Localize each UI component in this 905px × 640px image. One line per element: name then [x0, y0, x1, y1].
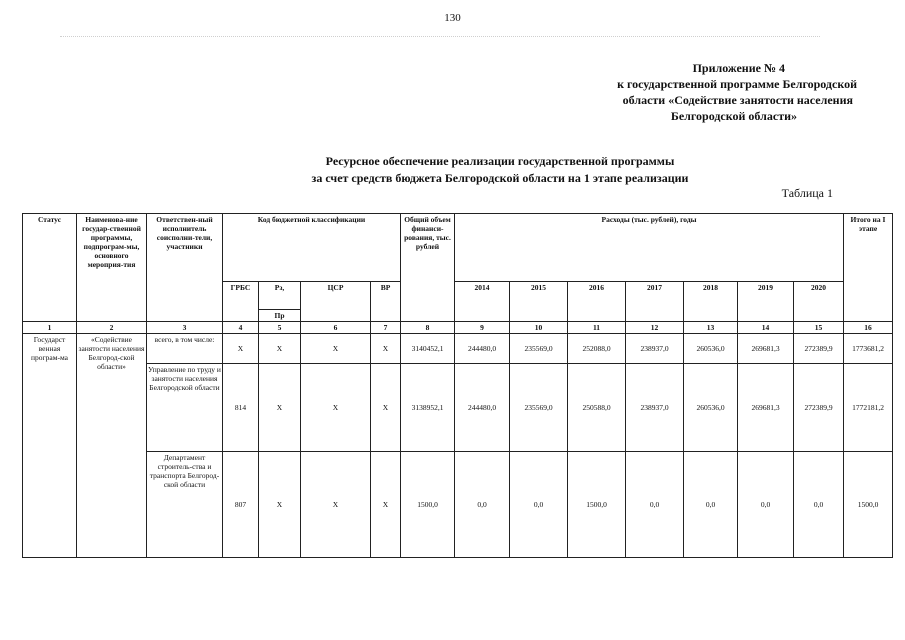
year-cell: 0,0 — [626, 452, 684, 558]
header-csr: ЦСР — [301, 282, 371, 322]
year-cell: 238937,0 — [626, 334, 684, 364]
year-cell: 1500,0 — [568, 452, 626, 558]
header-stage-total: Итого на I этапе — [844, 214, 893, 322]
grbs-cell: 814 — [223, 364, 259, 452]
col-num: 2 — [77, 322, 147, 334]
grbs-cell: Х — [223, 334, 259, 364]
header-year-2019: 2019 — [738, 282, 794, 322]
col-num: 16 — [844, 322, 893, 334]
csr-cell: Х — [301, 452, 371, 558]
stage-total-cell: 1500,0 — [844, 452, 893, 558]
year-cell: 272389,9 — [794, 334, 844, 364]
total-cell: 3140452,1 — [401, 334, 455, 364]
col-num: 4 — [223, 322, 259, 334]
header-row-1 — [23, 214, 893, 282]
vr-cell: Х — [371, 452, 401, 558]
col-num: 10 — [510, 322, 568, 334]
header-responsible: Ответствен-ный исполнитель соисполни-тели, участники — [147, 214, 223, 322]
col-num: 15 — [794, 322, 844, 334]
csr-cell: Х — [301, 364, 371, 452]
col-num: 5 — [259, 322, 301, 334]
scan-dots-line — [60, 36, 820, 38]
header-name: Наименова-ние государ-ственной программы, подпрограм-мы, основного мероприя-тия — [77, 214, 147, 322]
year-cell: 260536,0 — [684, 364, 738, 452]
responsible-cell: всего, в том числе: — [147, 334, 223, 364]
vr-cell: Х — [371, 364, 401, 452]
page-number: 130 — [444, 12, 461, 24]
col-num: 13 — [684, 322, 738, 334]
vr-cell: Х — [371, 334, 401, 364]
col-num: 11 — [568, 322, 626, 334]
year-cell: 0,0 — [794, 452, 844, 558]
year-cell: 0,0 — [738, 452, 794, 558]
year-cell: 0,0 — [684, 452, 738, 558]
col-num: 6 — [301, 322, 371, 334]
title-line-2: за счет средств бюджета Белгородской области на 1 этапе реализации — [311, 171, 689, 185]
appendix-line-3: области «Содействие занятости населения — [622, 93, 853, 107]
table-row — [23, 452, 893, 558]
header-vr: ВР — [371, 282, 401, 322]
program-name-cell: «Содействие занятости населения Белгород-ской области» — [77, 334, 147, 558]
title-line-1: Ресурсное обеспечение реализации государственной программы — [325, 154, 675, 168]
total-cell: 3138952,1 — [401, 364, 455, 452]
year-cell: 269681,3 — [738, 364, 794, 452]
header-year-2018: 2018 — [684, 282, 738, 322]
appendix-line-2: к государственной программе Белгородской — [617, 77, 857, 91]
csr-cell: Х — [301, 334, 371, 364]
col-num: 9 — [455, 322, 510, 334]
status-cell: Государст венная програм-ма — [23, 334, 77, 558]
responsible-cell: Департамент строитель-ства и транспорта Белгород-ской области — [147, 452, 223, 558]
year-cell: 238937,0 — [626, 364, 684, 452]
column-number-row — [23, 322, 893, 334]
col-num: 8 — [401, 322, 455, 334]
rzpr-cell: Х — [259, 334, 301, 364]
table-label: Таблица 1 — [781, 186, 833, 200]
appendix-line-4: Белгородской области» — [670, 109, 797, 123]
year-cell: 244480,0 — [455, 334, 510, 364]
header-year-2014: 2014 — [455, 282, 510, 322]
header-year-2020: 2020 — [794, 282, 844, 322]
header-expenses: Расходы (тыс. рублей), годы — [455, 214, 844, 282]
header-pr: Пр — [259, 310, 301, 322]
year-cell: 269681,3 — [738, 334, 794, 364]
year-cell: 0,0 — [455, 452, 510, 558]
year-cell: 244480,0 — [455, 364, 510, 452]
year-cell: 250588,0 — [568, 364, 626, 452]
col-num: 1 — [23, 322, 77, 334]
header-budget-code: Код бюджетной классификации — [223, 214, 401, 282]
header-status: Статус — [23, 214, 77, 322]
col-num: 14 — [738, 322, 794, 334]
year-cell: 235569,0 — [510, 334, 568, 364]
header-rz: Рз, — [259, 282, 301, 310]
header-year-2017: 2017 — [626, 282, 684, 322]
year-cell: 0,0 — [510, 452, 568, 558]
year-cell: 252088,0 — [568, 334, 626, 364]
year-cell: 260536,0 — [684, 334, 738, 364]
appendix-line-1: Приложение № 4 — [692, 61, 785, 75]
rzpr-cell: Х — [259, 364, 301, 452]
responsible-cell: Управление по труду и занятости населения Белгородской области — [147, 364, 223, 452]
header-year-2016: 2016 — [568, 282, 626, 322]
year-cell: 272389,9 — [794, 364, 844, 452]
header-total: Общий объем финанси-рования, тыс. рублей — [401, 214, 455, 322]
document-title — [250, 153, 750, 187]
grbs-cell: 807 — [223, 452, 259, 558]
table-row — [23, 334, 893, 364]
header-year-2015: 2015 — [510, 282, 568, 322]
col-num: 3 — [147, 322, 223, 334]
header-grbs: ГРБС — [223, 282, 259, 322]
total-cell: 1500,0 — [401, 452, 455, 558]
table-row — [23, 364, 893, 452]
year-cell: 235569,0 — [510, 364, 568, 452]
appendix-header — [537, 60, 857, 124]
resource-table — [22, 213, 893, 558]
rzpr-cell: Х — [259, 452, 301, 558]
col-num: 7 — [371, 322, 401, 334]
col-num: 12 — [626, 322, 684, 334]
stage-total-cell: 1772181,2 — [844, 364, 893, 452]
stage-total-cell: 1773681,2 — [844, 334, 893, 364]
